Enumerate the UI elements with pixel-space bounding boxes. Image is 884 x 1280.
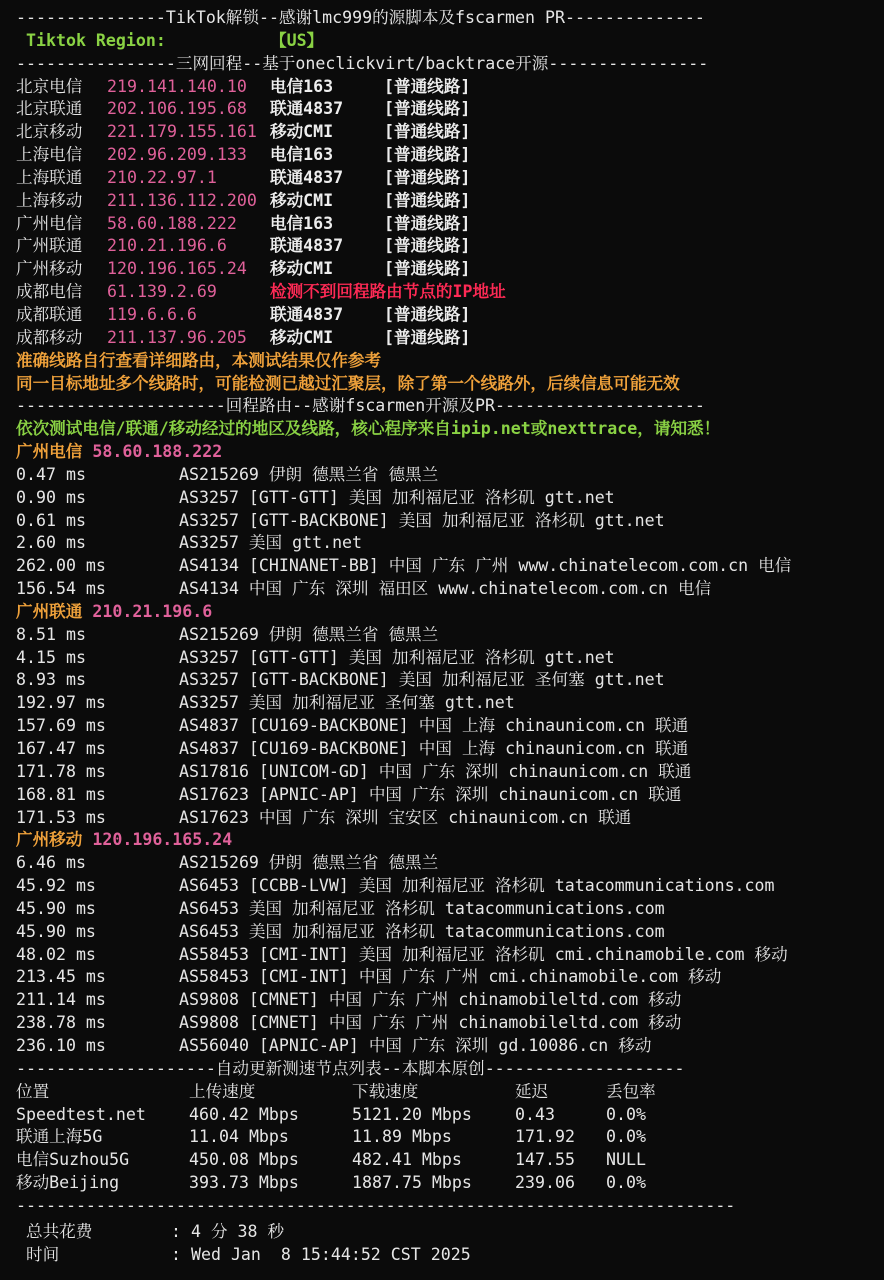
route-hop-info: AS58453 [CMI-INT] 中国 广东 广州 cmi.chinamobile.com 移动 <box>179 967 722 987</box>
route-hop-info: AS3257 [GTT-BACKBONE] 美国 加利福尼亚 圣何塞 gtt.net <box>179 670 665 690</box>
backtrace-isp: 移动CMI <box>270 327 334 347</box>
tiktok-header: ---------------TikTok解锁--感谢lmc999的源脚本及fscarmen PR-------------- <box>16 8 705 27</box>
speedtest-location: 移动Beijing <box>16 1173 120 1193</box>
backtrace-isp: 联通4837 <box>270 236 344 256</box>
speedtest-upload: 11.04 Mbps <box>189 1127 289 1147</box>
route-intro: 依次测试电信/联通/移动经过的地区及线路，核心程序来自ipip.net或nexttrace，请知悉！ <box>16 419 721 439</box>
route-group-header <box>16 441 884 464</box>
backtrace-ip: 210.21.196.6 <box>107 236 227 256</box>
route-groups <box>16 441 884 1058</box>
route-hop <box>16 624 884 647</box>
route-hop-info: AS58453 [CMI-INT] 美国 加利福尼亚 洛杉矶 cmi.chinamobile.com 移动 <box>179 944 788 964</box>
backtrace-location: 广州电信 <box>16 213 83 233</box>
route-group-name: 广州联通 <box>16 601 83 621</box>
backtrace-route: [普通线路] <box>384 327 471 347</box>
route-hop-latency: 2.60 ms <box>16 533 86 553</box>
backtrace-note-2: 同一目标地址多个线路时，可能检测已越过汇聚层，除了第一个线路外，后续信息可能无效 <box>16 373 680 393</box>
backtrace-ip: 221.179.155.161 <box>107 122 257 142</box>
speedtest-header: --------------------自动更新测速节点列表--本脚本原创-------------------- <box>16 1058 685 1078</box>
route-hop-latency: 262.00 ms <box>16 556 106 576</box>
route-hop-latency: 156.54 ms <box>16 579 106 599</box>
route-hop-info: AS6453 美国 加利福尼亚 洛杉矶 tatacommunications.com <box>179 921 665 941</box>
backtrace-route: [普通线路] <box>384 304 471 324</box>
speedtest-upload: 460.42 Mbps <box>189 1104 299 1124</box>
backtrace-isp: 联通4837 <box>270 99 344 119</box>
route-hop-info: AS215269 伊朗 德黑兰省 德黑兰 <box>179 464 439 484</box>
route-hop-latency: 6.46 ms <box>16 853 86 873</box>
summary-time-line <box>16 1244 884 1267</box>
backtrace-error: 检测不到回程路由节点的IP地址 <box>270 282 506 302</box>
route-hop-info: AS56040 [APNIC-AP] 中国 广东 深圳 gd.10086.cn 移动 <box>179 1035 652 1055</box>
speedtest-location: Speedtest.net <box>16 1104 146 1124</box>
backtrace-row <box>16 281 884 304</box>
backtrace-isp: 移动CMI <box>270 190 334 210</box>
speedtest-latency: 171.92 <box>515 1127 575 1147</box>
route-hop-latency: 157.69 ms <box>16 716 106 736</box>
backtrace-row <box>16 98 884 121</box>
route-hop <box>16 875 884 898</box>
speedtest-loss: 0.0% <box>606 1104 646 1124</box>
speedtest-table <box>16 1081 884 1195</box>
summary-time-label: 时间 <box>26 1244 60 1264</box>
route-hop-info: AS6453 [CCBB-LVW] 美国 加利福尼亚 洛杉矶 tatacommunications.com <box>179 876 775 896</box>
route-hop <box>16 944 884 967</box>
route-hop <box>16 989 884 1012</box>
route-hop-info: AS215269 伊朗 德黑兰省 德黑兰 <box>179 853 439 873</box>
backtrace-isp: 移动CMI <box>270 122 334 142</box>
backtrace-location: 上海移动 <box>16 190 83 210</box>
backtrace-location: 上海电信 <box>16 145 83 165</box>
backtrace-isp: 电信163 <box>270 145 334 165</box>
backtrace-ip: 219.141.140.10 <box>107 76 247 96</box>
route-group-name: 广州电信 <box>16 442 83 462</box>
speedtest-row <box>16 1172 884 1195</box>
backtrace-ip: 61.139.2.69 <box>107 282 217 302</box>
backtrace-route: [普通线路] <box>384 213 471 233</box>
backtrace-ip: 210.22.97.1 <box>107 167 217 187</box>
route-hop-latency: 48.02 ms <box>16 944 96 964</box>
route-hop-info: AS3257 美国 加利福尼亚 圣何塞 gtt.net <box>179 693 515 713</box>
speedtest-upload: 450.08 Mbps <box>189 1150 299 1170</box>
summary-total-line <box>16 1221 884 1244</box>
backtrace-location: 广州移动 <box>16 259 83 279</box>
tiktok-region-label: Tiktok Region: <box>26 30 166 50</box>
route-hop-latency: 45.90 ms <box>16 898 96 918</box>
speedtest-download: 11.89 Mbps <box>352 1127 452 1147</box>
backtrace-location: 成都电信 <box>16 282 83 302</box>
route-hop-info: AS17816 [UNICOM-GD] 中国 广东 深圳 chinaunicom.cn 联通 <box>179 761 692 781</box>
backtrace-location: 成都联通 <box>16 304 83 324</box>
speedtest-row <box>16 1104 884 1127</box>
route-hop-latency: 0.90 ms <box>16 487 86 507</box>
backtrace-row <box>16 121 884 144</box>
route-hop <box>16 487 884 510</box>
route-hop-latency: 45.92 ms <box>16 876 96 896</box>
route-hop-info: AS4134 中国 广东 深圳 福田区 www.chinatelecom.com.cn 电信 <box>179 579 712 599</box>
route-hop <box>16 966 884 989</box>
backtrace-row <box>16 235 884 258</box>
backtrace-row <box>16 213 884 236</box>
tiktok-region-value: 【US】 <box>270 30 324 50</box>
route-hop-info: AS17623 中国 广东 深圳 宝安区 chinaunicom.cn 联通 <box>179 807 632 827</box>
route-hop-info: AS9808 [CMNET] 中国 广东 广州 chinamobileltd.com 移动 <box>179 1013 682 1033</box>
backtrace-row <box>16 327 884 350</box>
summary-total-value: : 4 分 38 秒 <box>171 1221 285 1241</box>
route-hop-latency: 8.93 ms <box>16 670 86 690</box>
route-hop <box>16 555 884 578</box>
route-hop-latency: 192.97 ms <box>16 693 106 713</box>
route-hop-info: AS4837 [CU169-BACKBONE] 中国 上海 chinaunicom.cn 联通 <box>179 739 689 758</box>
speedtest-location: 电信Suzhou5G <box>16 1150 130 1170</box>
speedtest-column-header: 丢包率 <box>606 1081 656 1101</box>
backtrace-isp: 电信163 <box>270 213 334 233</box>
route-hop <box>16 532 884 555</box>
route-hop-latency: 213.45 ms <box>16 967 106 987</box>
route-hop-latency: 4.15 ms <box>16 647 86 667</box>
speedtest-loss: 0.0% <box>606 1127 646 1147</box>
route-group-ip: 58.60.188.222 <box>92 442 223 462</box>
route-hop <box>16 510 884 533</box>
backtrace-ip: 202.106.195.68 <box>107 99 247 119</box>
summary-time-value: : Wed Jan 8 15:44:52 CST 2025 <box>171 1244 471 1264</box>
route-hop <box>16 647 884 670</box>
route-group-name: 广州移动 <box>16 830 83 850</box>
backtrace-isp: 电信163 <box>270 76 334 96</box>
route-group-header <box>16 601 884 624</box>
backtrace-ip: 119.6.6.6 <box>107 304 197 324</box>
speedtest-latency: 0.43 <box>515 1104 555 1124</box>
backtrace-route: [普通线路] <box>384 190 471 210</box>
speedtest-download: 482.41 Mbps <box>352 1150 462 1170</box>
backtrace-row <box>16 76 884 99</box>
backtrace-row <box>16 304 884 327</box>
backtrace-location: 广州联通 <box>16 236 83 256</box>
backtrace-isp: 联通4837 <box>270 167 344 187</box>
backtrace-row <box>16 167 884 190</box>
route-hop-latency: 0.61 ms <box>16 510 86 530</box>
route-hop <box>16 852 884 875</box>
speedtest-column-header: 位置 <box>16 1081 50 1101</box>
route-hop <box>16 898 884 921</box>
route-hop-info: AS3257 [GTT-BACKBONE] 美国 加利福尼亚 洛杉矶 gtt.net <box>179 510 665 530</box>
route-hop-latency: 171.78 ms <box>16 761 106 781</box>
route-hop-info: AS3257 美国 gtt.net <box>179 533 363 553</box>
route-hop-latency: 0.47 ms <box>16 464 86 484</box>
backtrace-location: 北京电信 <box>16 76 83 96</box>
backtrace-location: 上海联通 <box>16 167 83 187</box>
backtrace-location: 北京联通 <box>16 99 83 119</box>
summary-total-label: 总共花费 <box>26 1221 93 1241</box>
speedtest-latency: 239.06 <box>515 1173 575 1193</box>
route-group-ip: 210.21.196.6 <box>92 601 213 621</box>
route-hop <box>16 464 884 487</box>
route-hop <box>16 715 884 738</box>
speedtest-loss: NULL <box>606 1150 646 1170</box>
route-hop-latency: 168.81 ms <box>16 784 106 804</box>
route-hop <box>16 761 884 784</box>
backtrace-header: ----------------三网回程--基于oneclickvirt/backtrace开源---------------- <box>16 53 709 73</box>
route-hop-info: AS4134 [CHINANET-BB] 中国 广东 广州 www.chinatelecom.com.cn 电信 <box>179 556 792 576</box>
route-group-header <box>16 829 884 852</box>
route-hop-latency: 236.10 ms <box>16 1035 106 1055</box>
speedtest-upload: 393.73 Mbps <box>189 1173 299 1193</box>
backtrace-ip: 58.60.188.222 <box>107 213 237 233</box>
backtrace-note-1: 准确线路自行查看详细路由，本测试结果仅作参考 <box>16 350 382 370</box>
speedtest-row <box>16 1126 884 1149</box>
backtrace-route: [普通线路] <box>384 259 471 279</box>
route-hop-latency: 238.78 ms <box>16 1013 106 1033</box>
backtrace-route: [普通线路] <box>384 145 471 165</box>
backtrace-ip: 211.137.96.205 <box>107 327 247 347</box>
route-hop-info: AS3257 [GTT-GTT] 美国 加利福尼亚 洛杉矶 gtt.net <box>179 647 615 667</box>
backtrace-route: [普通线路] <box>384 236 471 256</box>
speedtest-location: 联通上海5G <box>16 1127 103 1147</box>
backtrace-ip: 211.136.112.200 <box>107 190 257 210</box>
backtrace-isp: 联通4837 <box>270 304 344 324</box>
route-hop-info: AS9808 [CMNET] 中国 广东 广州 chinamobileltd.com 移动 <box>179 990 682 1010</box>
speedtest-row <box>16 1149 884 1172</box>
route-hop-info: AS3257 [GTT-GTT] 美国 加利福尼亚 洛杉矶 gtt.net <box>179 487 615 507</box>
backtrace-location: 成都移动 <box>16 327 83 347</box>
route-hop <box>16 784 884 807</box>
speedtest-header-row <box>16 1081 884 1104</box>
speedtest-latency: 147.55 <box>515 1150 575 1170</box>
route-hop-info: AS17623 [APNIC-AP] 中国 广东 深圳 chinaunicom.cn 联通 <box>179 784 682 804</box>
route-hop <box>16 921 884 944</box>
tiktok-region-line <box>16 30 884 53</box>
speedtest-footer-rule: ------------------------------------------------------------------------ <box>16 1195 736 1215</box>
speedtest-download: 5121.20 Mbps <box>352 1104 472 1124</box>
route-hop <box>16 669 884 692</box>
route-hop-latency: 211.14 ms <box>16 990 106 1010</box>
backtrace-ip: 120.196.165.24 <box>107 259 247 279</box>
backtrace-row <box>16 190 884 213</box>
speedtest-download: 1887.75 Mbps <box>352 1173 472 1193</box>
backtrace-row <box>16 258 884 281</box>
route-hop-latency: 167.47 ms <box>16 739 106 758</box>
route-hop <box>16 738 884 761</box>
route-hop <box>16 578 884 601</box>
route-hop <box>16 1012 884 1035</box>
route-hop <box>16 692 884 715</box>
backtrace-route: [普通线路] <box>384 99 471 119</box>
route-hop-latency: 171.53 ms <box>16 807 106 827</box>
speedtest-column-header: 上传速度 <box>189 1081 256 1101</box>
backtrace-isp: 移动CMI <box>270 259 334 279</box>
route-hop-info: AS6453 美国 加利福尼亚 洛杉矶 tatacommunications.com <box>179 898 665 918</box>
route-hop <box>16 1035 884 1058</box>
route-header: ---------------------回程路由--感谢fscarmen开源及PR--------------------- <box>16 396 705 416</box>
speedtest-column-header: 延迟 <box>515 1081 549 1101</box>
route-hop-info: AS215269 伊朗 德黑兰省 德黑兰 <box>179 624 439 644</box>
route-group-ip: 120.196.165.24 <box>92 830 233 850</box>
route-hop <box>16 807 884 830</box>
route-hop-latency: 8.51 ms <box>16 624 86 644</box>
backtrace-ip: 202.96.209.133 <box>107 145 247 165</box>
speedtest-loss: 0.0% <box>606 1173 646 1193</box>
backtrace-route: [普通线路] <box>384 122 471 142</box>
route-hop-info: AS4837 [CU169-BACKBONE] 中国 上海 chinaunicom.cn 联通 <box>179 716 689 736</box>
backtrace-route: [普通线路] <box>384 167 471 187</box>
backtrace-row <box>16 144 884 167</box>
route-hop-latency: 45.90 ms <box>16 921 96 941</box>
backtrace-location: 北京移动 <box>16 122 83 142</box>
backtrace-route: [普通线路] <box>384 76 471 96</box>
backtrace-list <box>16 76 884 350</box>
speedtest-column-header: 下载速度 <box>352 1081 419 1101</box>
